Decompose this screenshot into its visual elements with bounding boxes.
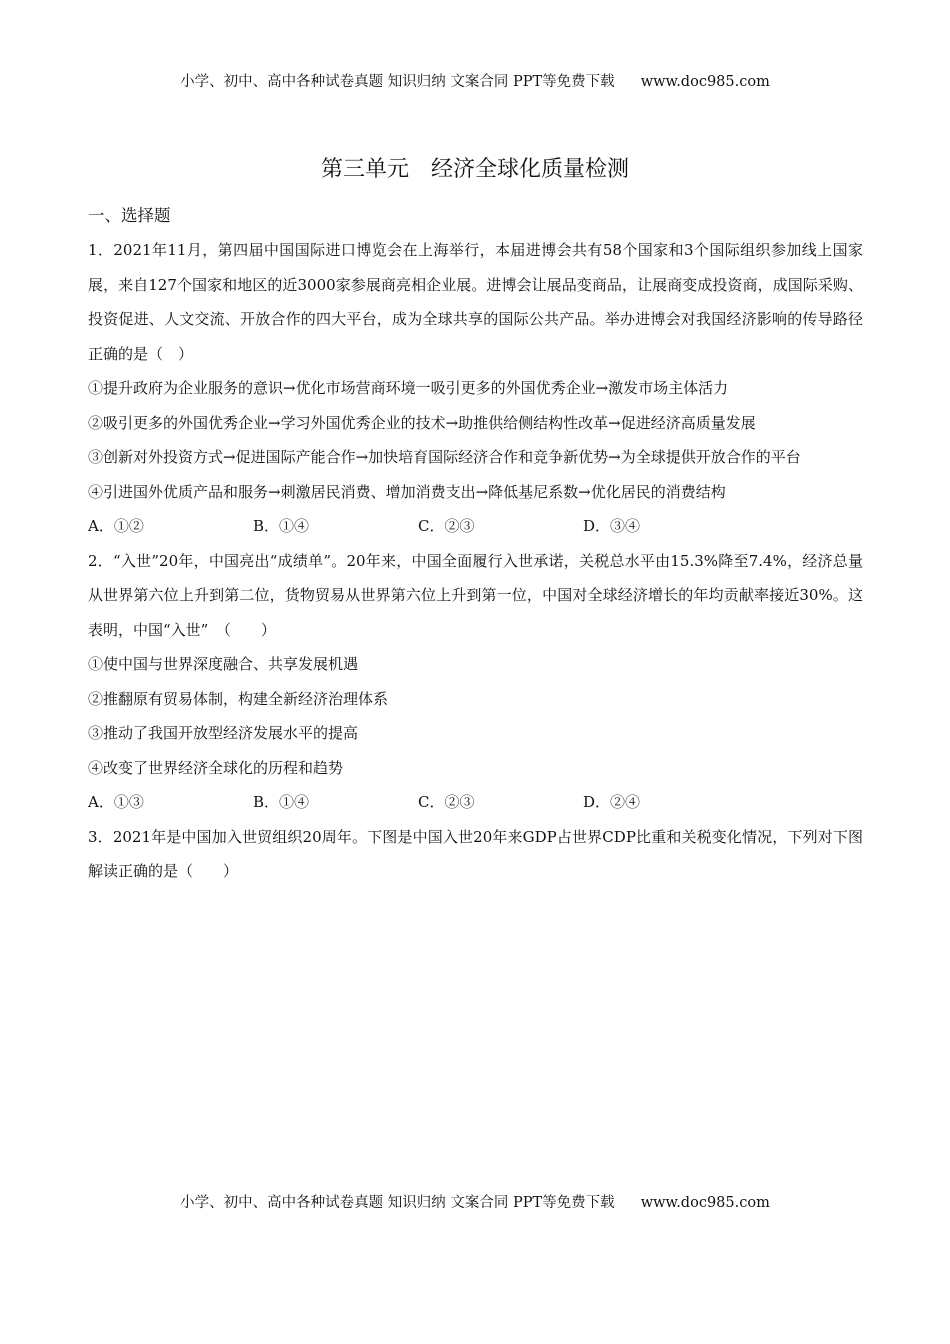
question-2-statement-1: ①使中国与世界深度融合、共享发展机遇	[88, 655, 359, 673]
question-2-choice-b[interactable]: B．①④	[253, 793, 310, 811]
question-1	[88, 233, 863, 544]
question-1-statement-1: ①提升政府为企业服务的意识→优化市场营商环境一吸引更多的外国优秀企业→激发市场主体活力	[88, 379, 729, 397]
question-1-statement-3: ③创新对外投资方式→促进国际产能合作→加快培育国际经济合作和竞争新优势→为全球提供开放合作的平台	[88, 448, 801, 466]
footer-text: 小学、初中、高中各种试卷真题 知识归纳 文案合同 PPT等免费下载	[180, 1195, 615, 1211]
question-1-choice-c[interactable]: C．②③	[418, 517, 475, 535]
question-1-choice-d[interactable]: D．③④	[583, 517, 641, 535]
question-2	[88, 544, 863, 820]
title-unit: 第三单元	[320, 157, 409, 182]
header-site: www.doc985.com	[640, 74, 770, 90]
page-footer	[0, 1191, 950, 1212]
question-2-statement-2: ②推翻原有贸易体制，构建全新经济治理体系	[88, 689, 389, 708]
question-3-stem: 3．2021年是中国加入世贸组织20周年。下图是中国入世20年来GDP占世界CDP比重和关税变化情况，下列对下图解读正确的是（ ）	[88, 827, 863, 880]
question-1-choice-a[interactable]: A．①②	[88, 517, 144, 535]
question-2-stem: 2．“入世”20年，中国亮出“成绩单”。20年来，中国全面履行入世承诺，关税总水平由15.3%降至7.4%，经济总量从世界第六位上升到第二位，货物贸易从世界第六位上升到第一位，中国对全球经济增长的年均贡献率接近30%。这表明，中国“入世” （ ）	[88, 551, 863, 639]
page-header	[0, 70, 950, 91]
question-1-statement-4: ④引进国外优质产品和服务→刺激居民消费、增加消费支出→降低基尼系数→优化居民的消费结构	[88, 482, 726, 501]
question-2-choices	[88, 785, 863, 820]
question-2-statement-3: ③推动了我国开放型经济发展水平的提高	[88, 724, 359, 742]
question-2-choice-c[interactable]: C．②③	[418, 793, 475, 811]
question-2-choice-d[interactable]: D．②④	[583, 793, 641, 811]
exam-content	[88, 202, 863, 889]
title-subject: 经济全球化质量检测	[431, 157, 630, 182]
question-1-choices	[88, 509, 863, 544]
page-title	[0, 152, 950, 183]
question-1-statement-2: ②吸引更多的外国优秀企业→学习外国优秀企业的技术→助推供给侧结构性改革→促进经济高质量发展	[88, 413, 756, 432]
header-text: 小学、初中、高中各种试卷真题 知识归纳 文案合同 PPT等免费下载	[180, 74, 615, 90]
question-1-stem: 1．2021年11月，第四届中国国际进口博览会在上海举行，本届进博会共有58个国家和3个国际组织参加线上国家展，来自127个国家和地区的近3000家参展商亮相企业展。进博会让展品变商品，让展商变成投资商，成国际采购、投资促进、人文交流、开放合作的四大平台，成为全球共享的国际公共产品。举办进博会对我国经济影响的传导路径正确的是（ ）	[88, 241, 863, 363]
question-3	[88, 820, 863, 889]
question-2-statement-4: ④改变了世界经济全球化的历程和趋势	[88, 758, 344, 777]
footer-site: www.doc985.com	[640, 1195, 770, 1211]
question-2-choice-a[interactable]: A．①③	[88, 793, 144, 811]
question-1-choice-b[interactable]: B．①④	[253, 517, 310, 535]
section-heading: 一、选择题	[88, 206, 171, 225]
